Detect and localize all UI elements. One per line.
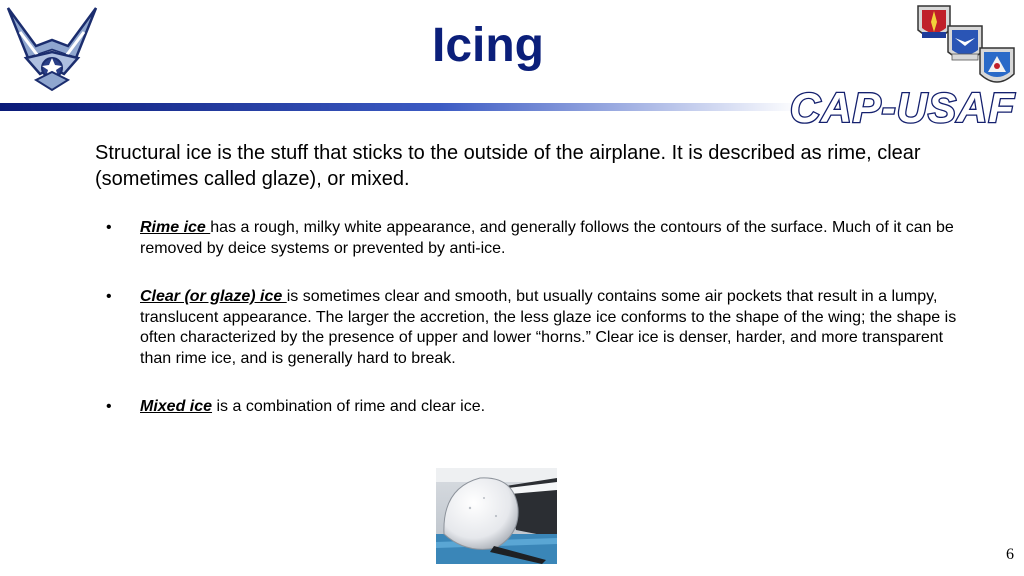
bullet-dot: •: [106, 288, 112, 305]
description-clear-ice: is sometimes clear and smooth, but usually contains some air pockets that result in a lumpy, translucent appearance. The larger the accretion, the less glaze ice conforms to the shape of the wing; the shape is often characterized by the presence of upper and lower “horns.” Clear ice is denser, harder, and more transparent than rime ice, and is generally hard to break.: [140, 288, 957, 367]
term-mixed-ice: Mixed ice: [140, 398, 213, 415]
slide-title: Icing: [431, 19, 544, 72]
term-rime-ice: Rime ice: [140, 219, 211, 236]
bullet-dot: •: [106, 219, 112, 236]
patch-2-icon: [948, 26, 982, 60]
list-item-rime-ice: [106, 218, 962, 259]
iced-aircraft-photo: [436, 468, 557, 564]
cap-usaf-logo-text: CAP-USAF: [790, 84, 1015, 131]
list-item-mixed-ice: [106, 397, 962, 418]
description-mixed-ice: is a combination of rime and clear ice.: [212, 398, 486, 415]
ice-type-list: [106, 218, 962, 418]
cap-usaf-logo: [784, 82, 1024, 132]
bullet-dot: •: [106, 398, 112, 415]
term-clear-ice: Clear (or glaze) ice: [140, 288, 287, 305]
intro-paragraph: Structural ice is the stuff that sticks to the outside of the airplane. It is described as rime, clear (sometimes called glaze), or mixed.: [95, 142, 921, 190]
header-bar: [0, 103, 800, 111]
page-number: 6: [1006, 546, 1014, 563]
patch-3-icon: [980, 48, 1014, 82]
description-rime-ice: has a rough, milky white appearance, and generally follows the contours of the surface. Much of it can be removed by deice systems or prevented by anti-ice.: [140, 219, 954, 257]
patch-1-icon: [918, 6, 950, 38]
command-patches-icon: [910, 2, 1018, 94]
list-item-clear-ice: [106, 287, 962, 369]
